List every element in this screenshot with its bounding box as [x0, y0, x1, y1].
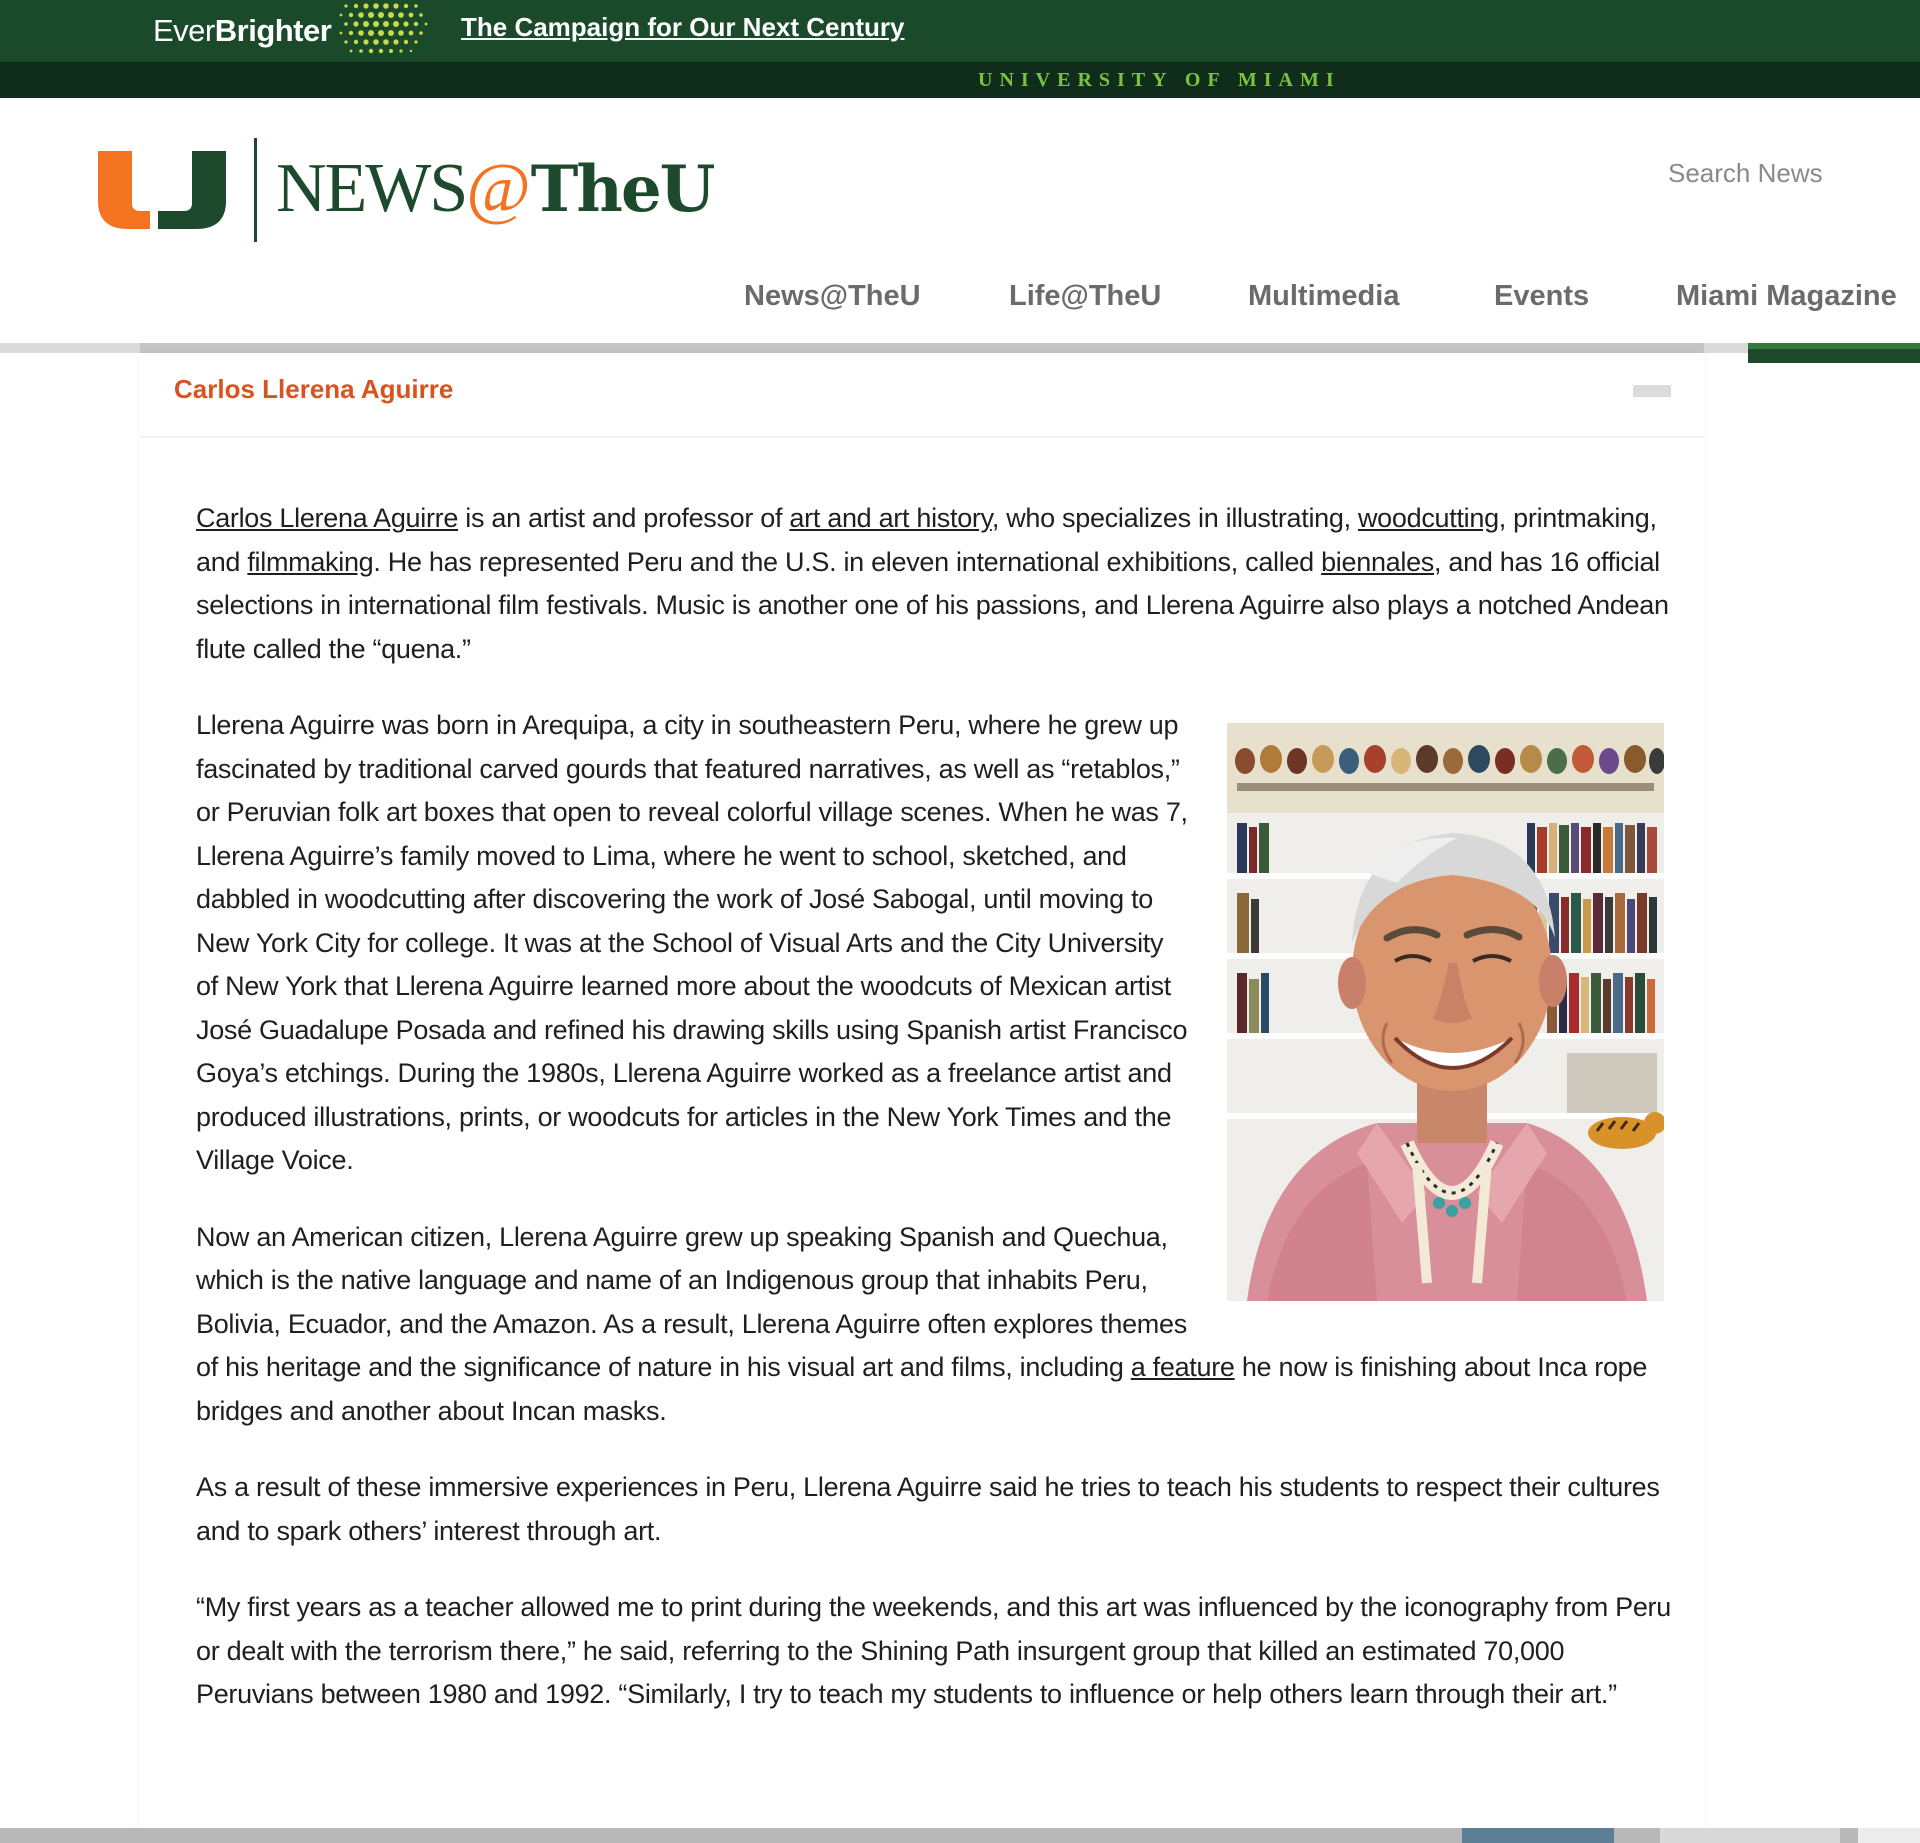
panel-divider — [140, 436, 1704, 438]
nav-item-miami-magazine[interactable]: Miami Magazine — [1676, 280, 1897, 312]
paragraph-text: , printmaking, and — [196, 503, 1657, 577]
collapse-toggle[interactable] — [1633, 385, 1671, 397]
article-paragraph: “My first years as a teacher allowed me to print during the weekends, and this art was influenced by the iconography from Peru or dealt with the terrorism there,” he said, referring to the Shining Path insurgent group that killed an estimated 70,000 Peruvians between 1980 and 1992. “Similarly, I try to teach my students to influence or help others learn through their art.” — [196, 1592, 1671, 1709]
u-logo-icon[interactable] — [98, 151, 226, 229]
everbrighter-logo[interactable] — [153, 10, 331, 52]
nav-accent-highlight — [1748, 343, 1920, 349]
article-body — [196, 497, 1676, 1750]
university-wordmark[interactable]: UNIVERSITY OF MIAMI — [978, 69, 1341, 91]
paragraph-text: , who specializes in illustrating, — [991, 503, 1358, 533]
article-paragraph — [196, 497, 1676, 671]
related-thumbnail[interactable] — [1858, 1828, 1920, 1843]
woodcutting-link[interactable]: woodcutting — [1357, 503, 1499, 533]
campaign-banner — [0, 0, 1920, 62]
panel-heading: Carlos Llerena Aguirre — [174, 374, 454, 404]
site-title[interactable] — [276, 149, 713, 229]
logo-divider — [254, 138, 257, 242]
feature-link[interactable]: a feature — [1130, 1352, 1235, 1382]
search-input[interactable] — [1668, 153, 1888, 193]
paragraph-text: is an artist and professor of — [458, 503, 790, 533]
related-thumbnail[interactable] — [1660, 1828, 1840, 1843]
nav-rule-inner — [140, 343, 1704, 353]
portrait-photo — [1227, 723, 1664, 1301]
related-thumbnail[interactable] — [1462, 1828, 1614, 1843]
biennales-link[interactable]: biennales — [1321, 546, 1434, 577]
article-paragraph: As a result of these immersive experiences in Peru, Llerena Aguirre said he tries to teach his students to respect their cultures and to spark others’ interest through art. — [196, 1472, 1660, 1546]
nav-item-events[interactable]: Events — [1494, 280, 1590, 312]
art-history-link[interactable]: art and art history — [789, 503, 992, 533]
bottom-strip — [0, 1828, 1920, 1843]
campaign-link[interactable]: The Campaign for Our Next Century — [461, 12, 905, 42]
main-nav — [0, 276, 1920, 326]
site-title-at: @ — [466, 150, 531, 227]
article-paragraph: Llerena Aguirre was born in Arequipa, a city in southeastern Peru, where he grew up fascinated by traditional carved gourds that featured narratives, as well as “retablos,” or Peruvian folk art boxes that open to reveal colorful village scenes. When he was 7, Llerena Aguirre’s family moved to Lima, where he went to school, sketched, and dabbled in woodcutting after discovering the work of José Sabogal, until moving to New York City for college. It was at the School of Visual Arts and the City University of New York that Llerena Aguirre learned more about the woodcuts of Mexican artist José Guadalupe Posada and refined his drawing skills using Spanish artist Francisco Goya’s etchings. During the 1980s, Llerena Aguirre worked as a freelance artist and produced illustrations, prints, or woodcuts for articles in the New York Times and the Village Voice. — [196, 710, 1188, 1175]
paragraph-text: he now is finishing about Inca rope bridges and another about Incan masks. — [196, 1352, 1648, 1426]
paragraph-text: , and has 16 official selections in international film festivals. Music is another one of his passions, and Llerena Aguirre also plays a notched Andean flute called the “quena.” — [196, 546, 1669, 664]
halftone-dots-icon — [336, 0, 436, 60]
everbrighter-logo-light: Ever — [153, 13, 215, 48]
portrait-illustration — [1227, 723, 1664, 1301]
nav-item-news-theu[interactable]: News@TheU — [744, 280, 921, 312]
site-header — [0, 98, 1920, 343]
paragraph-text: Now an American citizen, Llerena Aguirre grew up speaking Spanish and Quechua, which is the native language and name of an Indigenous group that inhabits Peru, Bolivia, Ecuador, and the Amazon. As a result, Llerena Aguirre often explores themes of his heritage and the significance of nature in his visual art and films, including — [196, 1221, 1187, 1382]
paragraph-text: . He has represented Peru and the U.S. in eleven international exhibitions, called — [373, 546, 1322, 577]
person-link[interactable]: Carlos Llerena Aguirre — [196, 503, 459, 533]
nav-item-life-theu[interactable]: Life@TheU — [1009, 280, 1162, 312]
site-title-news: NEWS — [276, 150, 467, 227]
nav-item-multimedia[interactable]: Multimedia — [1248, 280, 1400, 312]
site-title-theu: TheU — [530, 152, 714, 227]
everbrighter-logo-bold: Brighter — [214, 13, 332, 48]
university-bar — [0, 62, 1920, 98]
filmmaking-link[interactable]: filmmaking — [247, 546, 374, 577]
